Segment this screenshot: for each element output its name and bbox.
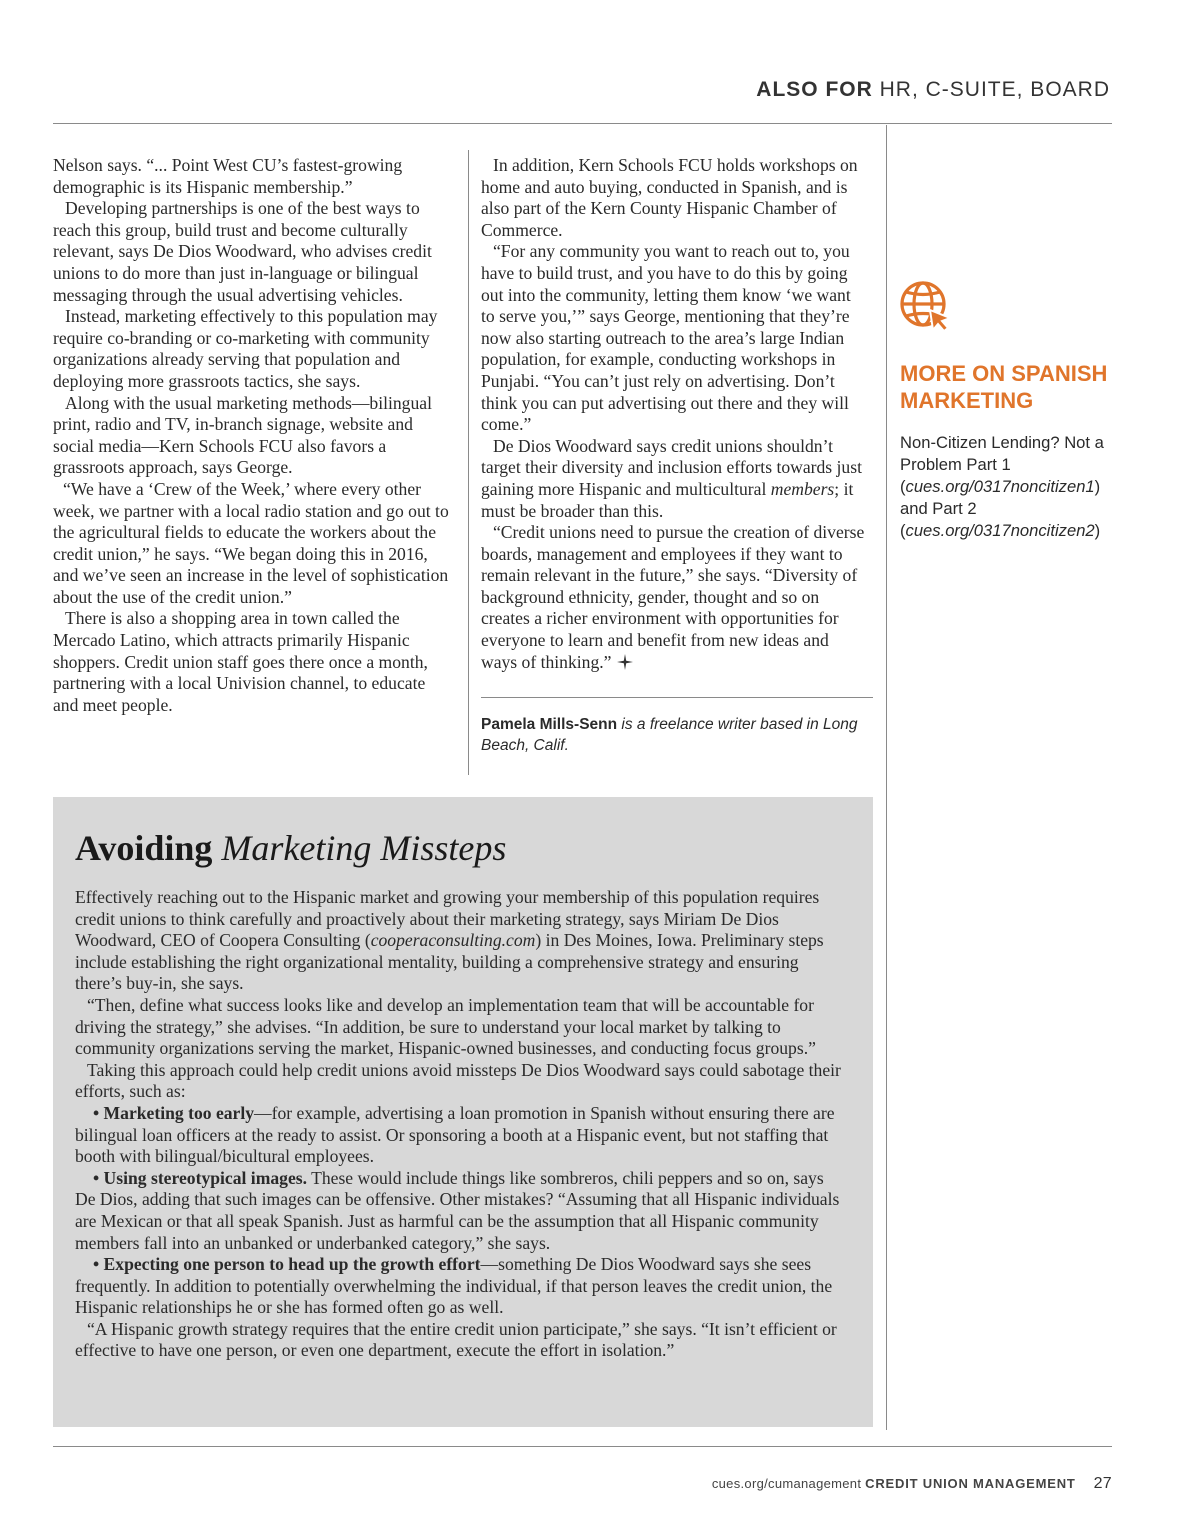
col1-paragraph: Along with the usual marketing methods—bilingual print, radio and TV, in-branch signage, website and social media—Kern Schools FCU also favors a grassroots approach, says George. bbox=[53, 392, 432, 478]
col1-paragraph: There is also a shopping area in town called the Mercado Latino, which attracts primarily Hispanic shoppers. Credit union staff goes there once a month, partnering with a local Univision channel, to educate and meet people. bbox=[53, 608, 428, 715]
footer-divider bbox=[53, 1446, 1112, 1447]
box-bullet bbox=[75, 1103, 843, 1168]
col2-paragraph: “For any community you want to reach out to, you have to build trust, and you have to do this by going out into the community, letting them know ‘we want to serve you,’” says George, mentioning that they’re now also starting outreach to the area’s large Indian population, for example, conducting workshops in Punjabi. “You can’t just rely on advertising. Don’t think you can put advertising out there and they will come.” bbox=[481, 241, 851, 435]
col1-paragraph: Nelson says. “... Point West CU’s fastest-growing demographic is its Hispanic membership.” bbox=[53, 155, 403, 197]
box-paragraph: “Then, define what success looks like and develop an implementation team that will be accountable for driving the strategy,” she advises. “In addition, be sure to understand your local market by talking to community organizations serving the market, Hispanic-owned businesses, and conducting focus groups.” bbox=[75, 994, 816, 1059]
box-title-bold: Avoiding bbox=[75, 828, 213, 868]
box-bullet bbox=[75, 1254, 843, 1319]
page-number: 27 bbox=[1093, 1475, 1112, 1492]
byline-divider bbox=[481, 697, 873, 698]
header-label-rest: HR, C-SUITE, BOARD bbox=[879, 78, 1110, 101]
col2-paragraph bbox=[481, 436, 866, 522]
col1-paragraph: “We have a ‘Crew of the Week,’ where every other week, we partner with a local radio station and go out to the agricultural fields to educate the workers about the credit union,” he says. “We began doing this in 2016, and we’ve seen an increase in the level of sophistication about the use of the credit union.” bbox=[53, 478, 449, 607]
article-column-1 bbox=[53, 155, 451, 716]
col1-paragraph: Developing partnerships is one of the best ways to reach this group, build trust and become culturally relevant, says De Dios Woodward, who advises credit unions to do more than just in-language or bilingual messaging through the usual advertising vehicles. bbox=[53, 198, 432, 305]
sidebar-title-line: MARKETING bbox=[900, 388, 1034, 413]
section-header bbox=[756, 78, 1110, 102]
col2-italic-word: members bbox=[770, 478, 835, 499]
author-name: Pamela Mills-Senn bbox=[481, 716, 618, 733]
header-divider bbox=[53, 123, 1112, 124]
box-bullet bbox=[75, 1168, 843, 1254]
page-footer bbox=[712, 1475, 1112, 1493]
box-paragraph: “A Hispanic growth strategy requires that the entire credit union participate,” she says. “It isn’t efficient or effective to have one person, or even one department, execute the effort in isolation.” bbox=[75, 1318, 837, 1361]
sidebar-title-line: MORE ON SPANISH bbox=[900, 361, 1108, 386]
box-paragraph bbox=[75, 887, 843, 995]
col2-text: De Dios Woodward says credit unions shouldn’t target their diversity and inclusion efforts towards just gaining more Hispanic and multicultural bbox=[481, 435, 862, 499]
box-title-italic: Marketing Missteps bbox=[221, 828, 507, 868]
col1-paragraph: Instead, marketing effectively to this population may require co-branding or co-marketing with community organizations already serving that population and deploying more grassroots tactics, she says. bbox=[53, 306, 438, 391]
col2-paragraph: In addition, Kern Schools FCU holds workshops on home and auto buying, conducted in Spanish, and is also part of the Kern County Hispanic Chamber of Commerce. bbox=[481, 155, 858, 240]
footer-publication: CREDIT UNION MANAGEMENT bbox=[865, 1476, 1076, 1491]
missteps-box bbox=[53, 797, 873, 1427]
end-mark-icon bbox=[617, 654, 633, 670]
box-text: Effectively reaching out to the Hispanic market and growing your membership of this population requires credit unions to think carefully and proactively about their marketing strategy, says Miriam De Dios Woodward, CEO of Coopera Consulting ( bbox=[75, 887, 820, 951]
sidebar-link-url-2[interactable]: cues.org/0317noncitizen2 bbox=[905, 521, 1095, 540]
bullet-text: —for example, advertising a loan promotion in Spanish without ensuring there are bilingual loan officers at the ready to assist. Or sponsoring a booth at a Hispanic event, but not staffing that booth with bilingual/bicultural employees. bbox=[75, 1102, 835, 1167]
col2-text: ; it must be broader than this. bbox=[481, 478, 854, 521]
sidebar-title bbox=[900, 360, 1120, 414]
sidebar-link-url-1[interactable]: cues.org/0317noncitizen1 bbox=[905, 477, 1095, 496]
sidebar-divider bbox=[886, 125, 887, 1430]
box-text: ) in Des Moines, Iowa. Preliminary steps include establishing the right organizational mentality, building a comprehensive strategy and ensuring there’s buy-in, she says. bbox=[75, 930, 824, 994]
bullet-text: —something De Dios Woodward says she sees frequently. In addition to potentially overwhelming the individual, if that person leaves the credit union, the Hispanic relationships he or she has formed often go as well. bbox=[75, 1254, 833, 1318]
box-link[interactable]: cooperaconsulting.com bbox=[370, 930, 536, 951]
bullet-heading: • Expecting one person to head up the growth effort bbox=[93, 1254, 481, 1275]
article-column-2 bbox=[481, 155, 866, 673]
bullet-text: These would include things like sombreros, chili peppers and so on, says De Dios, adding that such images can be offensive. Other mistakes? “Assuming that all Hispanic individuals are Mexican or that all speak Spanish. Just as harmful can be the assumption that all Hispanic community members fall into an unbanked or underbanked category,” she says. bbox=[75, 1167, 840, 1253]
bullet-heading: • Using stereotypical images. bbox=[93, 1167, 308, 1188]
footer-url[interactable]: cues.org/cumanagement bbox=[711, 1476, 862, 1491]
bullet-heading: • Marketing too early bbox=[93, 1102, 255, 1123]
globe-cursor-icon bbox=[899, 280, 953, 334]
sidebar-links: Non-Citizen Lending? Not a Problem Part 1 (cues.org/0317noncitizen1) and Part 2 (cues.org/0317noncitizen2) bbox=[900, 433, 1104, 540]
box-paragraph: Taking this approach could help credit unions avoid missteps De Dios Woodward says could sabotage their efforts, such as: bbox=[75, 1059, 841, 1102]
box-title bbox=[75, 827, 506, 869]
header-label-bold: ALSO FOR bbox=[756, 78, 873, 101]
author-byline bbox=[481, 714, 861, 756]
col2-text: “Credit unions need to pursue the creation of diverse boards, management and employees if they want to remain relevant in the future,” she says. “Diversity of background ethnicity, gender, thought and so on creates a richer environment with opportunities for everyone to learn and benefit from new ideas and ways of thinking.” bbox=[481, 522, 865, 672]
col2-paragraph bbox=[481, 522, 866, 673]
author-bio: is a freelance writer based in Long Beach, Calif. bbox=[481, 716, 858, 754]
box-body bbox=[75, 887, 843, 1362]
sidebar-link-text: and Part 2 bbox=[900, 499, 977, 518]
column-divider bbox=[468, 150, 469, 775]
sidebar-link-text: Non-Citizen Lending? Not a Problem Part 1 bbox=[900, 433, 1104, 474]
